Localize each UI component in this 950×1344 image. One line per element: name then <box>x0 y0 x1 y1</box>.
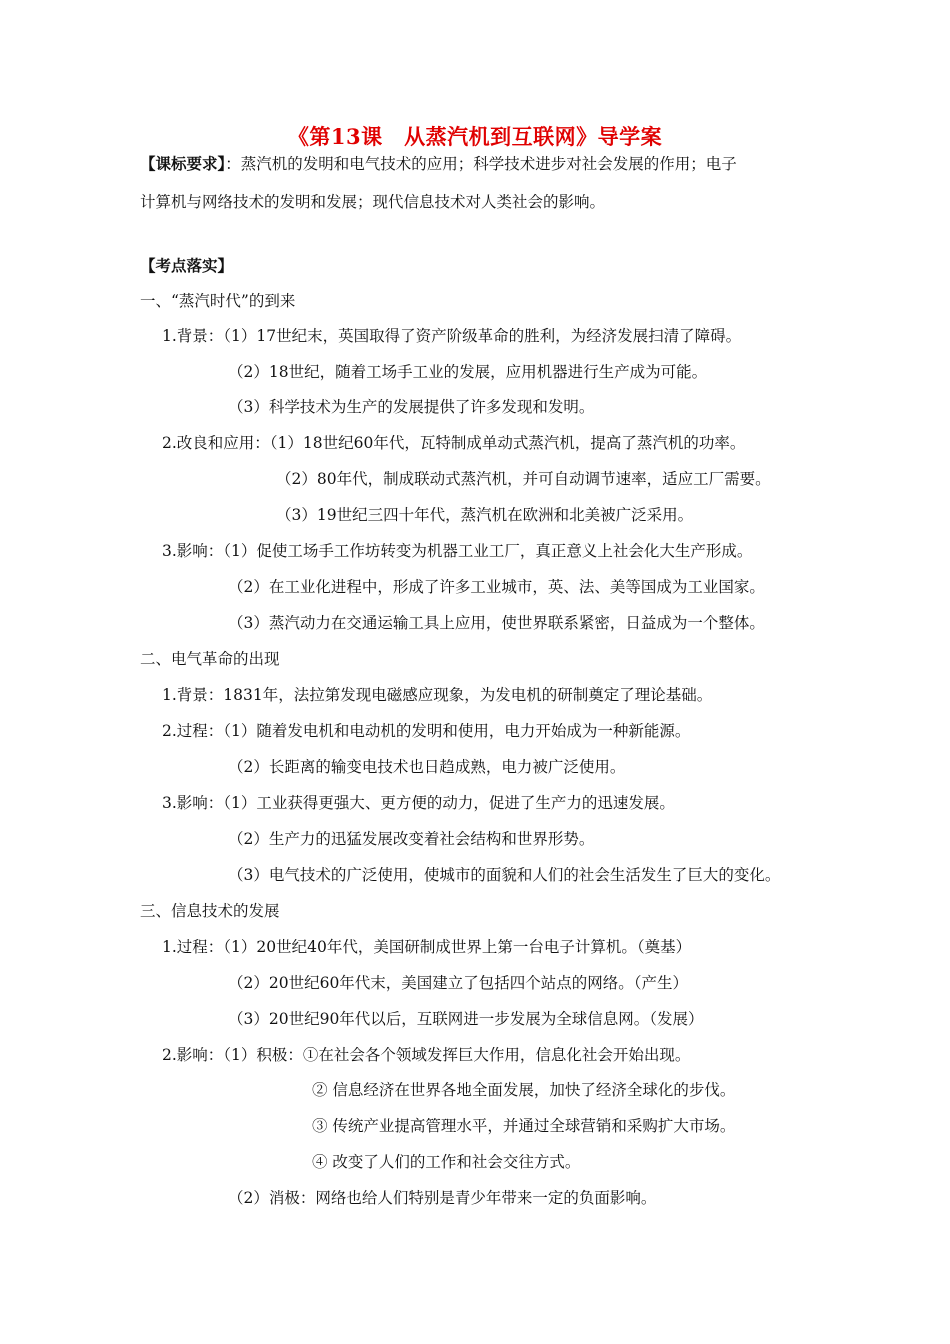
section-3-line: ② 信息经济在世界各地全面发展，加快了经济全球化的步伐。 <box>312 1081 736 1099</box>
section-2-line: （2）长距离的输变电技术也日趋成熟，电力被广泛使用。 <box>228 758 626 776</box>
section-1-heading: 一、“蒸汽时代”的到来 <box>140 292 296 310</box>
section-2-line: 1.背景：1831年，法拉第发现电磁感应现象，为发电机的研制奠定了理论基础。 <box>162 686 713 704</box>
document-title: 《第13课 从蒸汽机到互联网》导学案 <box>287 124 663 149</box>
section-1-line: 3.影响：（1）促使工场手工作坊转变为机器工业工厂，真正意义上社会化大生产形成。 <box>162 542 753 560</box>
section-3-line: ③ 传统产业提高管理水平，并通过全球营销和采购扩大市场。 <box>312 1117 736 1135</box>
section-1-line: （3）19世纪三四十年代，蒸汽机在欧洲和北美被广泛采用。 <box>276 506 694 524</box>
section-3-heading: 三、信息技术的发展 <box>140 902 280 920</box>
section-3-line: 1.过程：（1）20世纪40年代，美国研制成世界上第一台电子计算机。（奠基） <box>162 938 692 956</box>
requirement-text-1: ：蒸汽机的发明和电气技术的应用；科学技术进步对社会发展的作用；电子 <box>225 155 737 173</box>
requirement-label: 【课标要求】 <box>140 154 226 173</box>
section-2-line: （2）生产力的迅猛发展改变着社会结构和世界形势。 <box>228 830 595 848</box>
requirement-line-2: 计算机与网络技术的发明和发展；现代信息技术对人类社会的影响。 <box>140 193 606 211</box>
section-2-line: （3）电气技术的广泛使用，使城市的面貌和人们的社会生活发生了巨大的变化。 <box>228 866 781 884</box>
section-2-line: 2.过程：（1）随着发电机和电动机的发明和使用，电力开始成为一种新能源。 <box>162 722 691 740</box>
points-heading: 【考点落实】 <box>140 256 234 275</box>
section-1-line: 2.改良和应用：（1）18世纪60年代，瓦特制成单动式蒸汽机，提高了蒸汽机的功率。 <box>162 434 746 452</box>
section-3-line: 2.影响：（1）积极：①在社会各个领域发挥巨大作用，信息化社会开始出现。 <box>162 1046 691 1064</box>
section-3-line: ④ 改变了人们的工作和社会交往方式。 <box>312 1153 581 1171</box>
section-1-line: 1.背景：（1）17世纪末，英国取得了资产阶级革命的胜利，为经济发展扫清了障碍。 <box>162 327 742 345</box>
section-1-line: （3）科学技术为生产的发展提供了许多发现和发明。 <box>228 398 595 416</box>
section-2-line: 3.影响：（1）工业获得更强大、更方便的动力，促进了生产力的迅速发展。 <box>162 794 675 812</box>
section-1-line: （2）在工业化进程中，形成了许多工业城市，英、法、美等国成为工业国家。 <box>228 578 765 596</box>
section-1-line: （2）80年代，制成联动式蒸汽机，并可自动调节速率，适应工厂需要。 <box>276 470 771 488</box>
section-3-line: （2）消极：网络也给人们特别是青少年带来一定的负面影响。 <box>228 1189 657 1207</box>
section-2-heading: 二、电气革命的出现 <box>140 650 280 668</box>
section-1-line: （3）蒸汽动力在交通运输工具上应用，使世界联系紧密，日益成为一个整体。 <box>228 614 765 632</box>
section-3-line: （2）20世纪60年代末，美国建立了包括四个站点的网络。（产生） <box>228 974 689 992</box>
section-3-line: （3）20世纪90年代以后，互联网进一步发展为全球信息网。（发展） <box>228 1010 704 1028</box>
section-1-line: （2）18世纪，随着工场手工业的发展，应用机器进行生产成为可能。 <box>228 363 708 381</box>
requirement-line-1 <box>140 154 737 174</box>
